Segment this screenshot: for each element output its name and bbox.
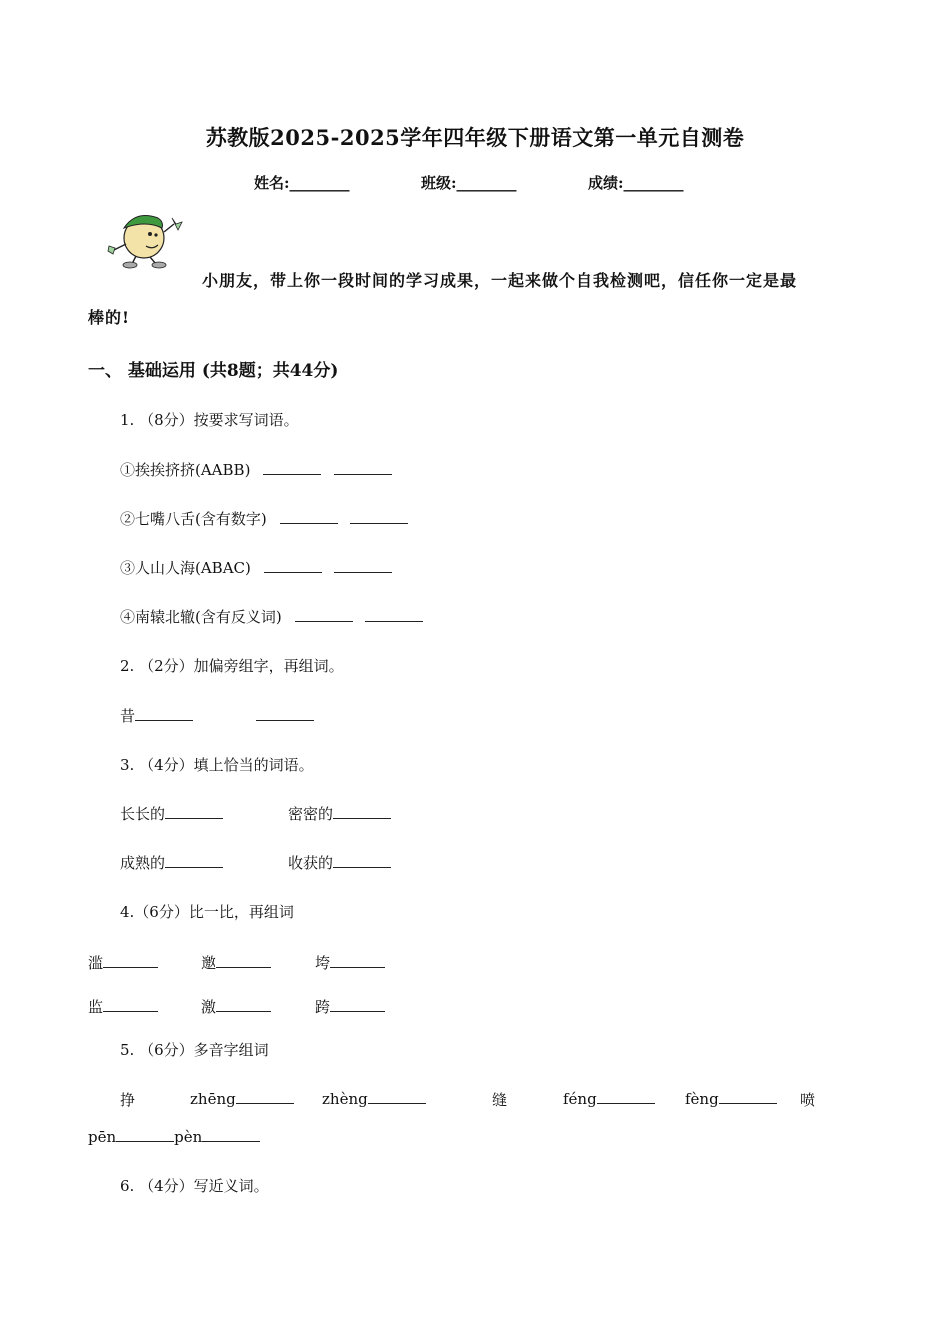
q3-item: 成熟的 bbox=[120, 852, 223, 873]
answer-blank[interactable] bbox=[236, 1089, 294, 1104]
answer-blank[interactable] bbox=[135, 706, 193, 721]
answer-blank[interactable] bbox=[597, 1089, 655, 1104]
answer-blank[interactable] bbox=[334, 558, 392, 573]
answer-blank[interactable] bbox=[368, 1089, 426, 1104]
q4-item: 邀 bbox=[201, 952, 271, 973]
q1-item-label: ②七嘴八舌(含有数字) bbox=[120, 510, 267, 528]
answer-blank[interactable] bbox=[103, 997, 158, 1012]
answer-blank[interactable] bbox=[330, 997, 385, 1012]
answer-blank[interactable] bbox=[350, 509, 408, 524]
answer-blank[interactable] bbox=[365, 607, 423, 622]
q5-stem: 5. （6分）多音字组词 bbox=[120, 1041, 269, 1059]
name-field-label: 姓名:________ bbox=[254, 174, 350, 192]
q4-item: 滥 bbox=[88, 952, 158, 973]
q2-row bbox=[120, 705, 314, 726]
answer-blank[interactable] bbox=[334, 460, 392, 475]
q4-item: 垮 bbox=[315, 952, 385, 973]
q2-stem: 2. （2分）加偏旁组字，再组词。 bbox=[120, 657, 344, 675]
q3-stem: 3. （4分）填上恰当的词语。 bbox=[120, 756, 314, 774]
q5-pinyin-row: pēn pèn bbox=[88, 1127, 260, 1146]
answer-blank[interactable] bbox=[216, 953, 271, 968]
q4-item: 跨 bbox=[315, 996, 385, 1017]
answer-blank[interactable] bbox=[263, 460, 321, 475]
q5-pinyin: zhèng bbox=[322, 1089, 426, 1108]
q5-pinyin: fèng bbox=[685, 1089, 777, 1108]
mascot-illustration bbox=[106, 204, 186, 270]
q6-stem: 6. （4分）写近义词。 bbox=[120, 1177, 269, 1195]
q1-item bbox=[120, 508, 408, 529]
answer-blank[interactable] bbox=[333, 853, 391, 868]
q1-item-label: ④南辕北辙(含有反义词) bbox=[120, 608, 282, 626]
answer-blank[interactable] bbox=[116, 1127, 174, 1142]
answer-blank[interactable] bbox=[165, 804, 223, 819]
answer-blank[interactable] bbox=[719, 1089, 777, 1104]
q1-item-label: ③人山人海(ABAC) bbox=[120, 559, 251, 577]
answer-blank[interactable] bbox=[165, 853, 223, 868]
q4-stem: 4.（6分）比一比，再组词 bbox=[120, 903, 294, 921]
q5-pinyin: zhēng bbox=[190, 1089, 294, 1108]
answer-blank[interactable] bbox=[202, 1127, 260, 1142]
class-field-label: 班级:________ bbox=[421, 174, 517, 192]
q1-item bbox=[120, 606, 423, 627]
q5-char: 缝 bbox=[492, 1091, 508, 1109]
q1-item-label: ①挨挨挤挤(AABB) bbox=[120, 461, 251, 479]
answer-blank[interactable] bbox=[333, 804, 391, 819]
answer-blank[interactable] bbox=[216, 997, 271, 1012]
q3-item: 长长的 bbox=[120, 803, 223, 824]
intro-line-2: 棒的! bbox=[88, 308, 131, 327]
q4-item: 监 bbox=[88, 996, 158, 1017]
q1-stem: 1. （8分）按要求写词语。 bbox=[120, 411, 299, 429]
q2-char: 昔 bbox=[120, 707, 136, 725]
q3-item: 密密的 bbox=[288, 803, 391, 824]
answer-blank[interactable] bbox=[103, 953, 158, 968]
q5-char: 喷 bbox=[800, 1091, 816, 1109]
section-heading: 一、 基础运用 (共8题；共44分) bbox=[88, 361, 339, 381]
q5-char: 挣 bbox=[120, 1091, 136, 1109]
answer-blank[interactable] bbox=[256, 706, 314, 721]
q4-item: 激 bbox=[201, 996, 271, 1017]
answer-blank[interactable] bbox=[280, 509, 338, 524]
intro-line-1: 小朋友，带上你一段时间的学习成果，一起来做个自我检测吧，信任你一定是最 bbox=[202, 271, 798, 290]
page-title: 苏教版2025-2025学年四年级下册语文第一单元自测卷 bbox=[205, 125, 745, 150]
score-field-label: 成绩:________ bbox=[588, 174, 684, 192]
answer-blank[interactable] bbox=[295, 607, 353, 622]
q1-item bbox=[120, 557, 392, 578]
q1-item bbox=[120, 459, 392, 480]
q5-pinyin: féng bbox=[563, 1089, 655, 1108]
answer-blank[interactable] bbox=[330, 953, 385, 968]
answer-blank[interactable] bbox=[264, 558, 322, 573]
q3-item: 收获的 bbox=[288, 852, 391, 873]
